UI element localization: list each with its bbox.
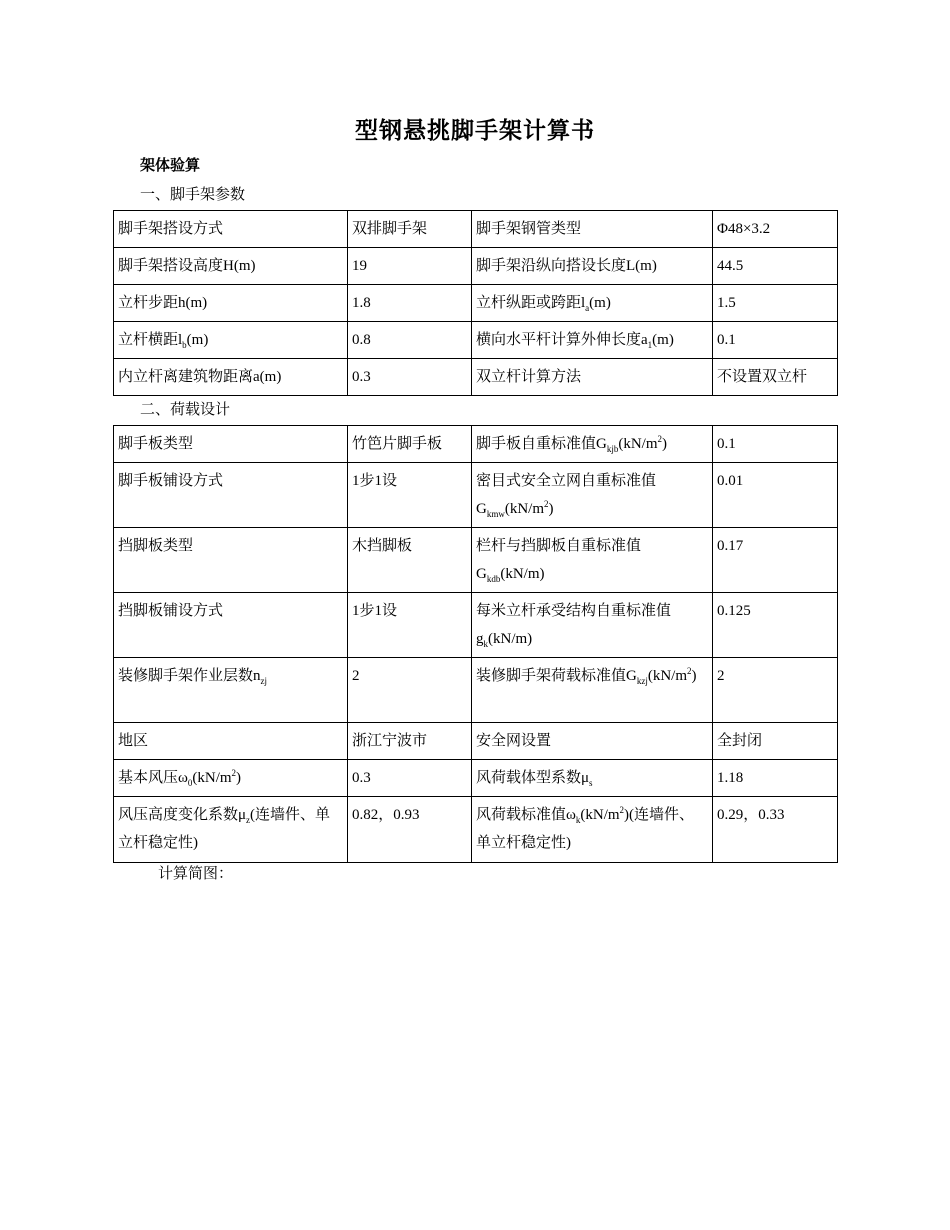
param-value: 1.8 bbox=[348, 285, 472, 322]
label-unit-end: ) bbox=[662, 436, 668, 452]
section-heading: 架体验算 bbox=[140, 158, 201, 174]
label-text: 栏杆与挡脚板自重标准值G bbox=[476, 538, 642, 582]
param-value: 0.8 bbox=[348, 322, 472, 359]
label-text: 风荷载标准值ω bbox=[476, 807, 576, 823]
label-unit: (m) bbox=[589, 295, 611, 311]
param-label bbox=[472, 593, 713, 658]
param-value: 0.3 bbox=[348, 760, 472, 797]
param-value: 0.1 bbox=[713, 322, 838, 359]
label-text: 装修脚手架作业层数n bbox=[118, 668, 261, 684]
label-text: 立杆纵距或跨距l bbox=[476, 295, 586, 311]
param-value: 0.82，0.93 bbox=[348, 797, 472, 863]
subscript: 0 bbox=[187, 778, 193, 788]
subscript: kzj bbox=[636, 676, 648, 686]
scaffold-params-table bbox=[113, 210, 838, 396]
param-value: 44.5 bbox=[713, 248, 838, 285]
subscript: s bbox=[589, 778, 593, 788]
table-row bbox=[114, 528, 838, 593]
param-label: 地区 bbox=[114, 723, 348, 760]
calculation-diagram-label: 计算简图： bbox=[158, 866, 234, 882]
param-value: 不设置双立杆 bbox=[713, 359, 838, 396]
label-text: 风荷载体型系数μ bbox=[476, 770, 590, 786]
param-value: 浙江宁波市 bbox=[348, 723, 472, 760]
section-title-load-design: 二、荷载设计 bbox=[140, 402, 231, 418]
superscript: 2 bbox=[231, 768, 237, 778]
param-value: 0.1 bbox=[713, 426, 838, 463]
param-value: 1.5 bbox=[713, 285, 838, 322]
param-value: 2 bbox=[713, 658, 838, 723]
param-label: 挡脚板类型 bbox=[114, 528, 348, 593]
table-row bbox=[114, 322, 838, 359]
param-label bbox=[472, 426, 713, 463]
param-value: 双排脚手架 bbox=[348, 211, 472, 248]
subscript: kjb bbox=[606, 444, 619, 454]
label-unit: (kN/m bbox=[192, 770, 232, 786]
param-value: 0.17 bbox=[713, 528, 838, 593]
table-row bbox=[114, 248, 838, 285]
superscript: 2 bbox=[657, 434, 663, 444]
param-label: 内立杆离建筑物距离a(m) bbox=[114, 359, 348, 396]
param-value: 1.18 bbox=[713, 760, 838, 797]
param-label bbox=[472, 322, 713, 359]
label-unit: (kN/m bbox=[618, 436, 658, 452]
document-title: 型钢悬挑脚手架计算书 bbox=[355, 118, 595, 143]
param-label: 脚手板类型 bbox=[114, 426, 348, 463]
param-value: 0.01 bbox=[713, 463, 838, 528]
table-row bbox=[114, 797, 838, 863]
subscript: kmw bbox=[486, 509, 505, 519]
table-row bbox=[114, 593, 838, 658]
table-row bbox=[114, 359, 838, 396]
label-text: 每米立杆承受结构自重标准值g bbox=[476, 603, 672, 647]
label-text: 装修脚手架荷载标准值G bbox=[476, 668, 637, 684]
table-row bbox=[114, 463, 838, 528]
label-text: 立杆横距l bbox=[118, 332, 183, 348]
label-text: 脚手板自重标准值G bbox=[476, 436, 607, 452]
label-unit-end: ) bbox=[236, 770, 242, 786]
subscript: a bbox=[585, 303, 590, 313]
param-value: 0.125 bbox=[713, 593, 838, 658]
param-label bbox=[114, 797, 348, 863]
label-unit: (连墙件、单立杆稳定性) bbox=[118, 807, 331, 851]
param-label: 脚手架钢管类型 bbox=[472, 211, 713, 248]
label-text: 立杆步距h(m) bbox=[118, 295, 208, 311]
param-label bbox=[472, 797, 713, 863]
param-label bbox=[114, 760, 348, 797]
param-label bbox=[472, 463, 713, 528]
table-row bbox=[114, 426, 838, 463]
param-label bbox=[472, 658, 713, 723]
label-unit-end: )(连墙件、单立杆稳定性) bbox=[476, 807, 695, 851]
subscript: k bbox=[483, 639, 488, 649]
load-design-table bbox=[113, 425, 838, 863]
param-value: 19 bbox=[348, 248, 472, 285]
label-unit: (m) bbox=[652, 332, 674, 348]
subscript: z bbox=[246, 815, 251, 825]
label-text: 横向水平杆计算外伸长度a bbox=[476, 332, 648, 348]
label-unit: (m) bbox=[186, 332, 209, 348]
table-row bbox=[114, 285, 838, 322]
param-value: 1步1设 bbox=[348, 463, 472, 528]
label-unit-end: ) bbox=[548, 501, 554, 517]
label-text: 风压高度变化系数μ bbox=[118, 807, 247, 823]
param-value: 0.29，0.33 bbox=[713, 797, 838, 863]
param-label bbox=[114, 322, 348, 359]
param-label bbox=[114, 285, 348, 322]
label-unit: (kN/m bbox=[580, 807, 620, 823]
label-unit: (kN/m) bbox=[488, 631, 533, 647]
section-title-scaffold-params: 一、脚手架参数 bbox=[140, 187, 246, 203]
subscript: b bbox=[182, 340, 187, 350]
param-value: 木挡脚板 bbox=[348, 528, 472, 593]
param-label: 脚手板铺设方式 bbox=[114, 463, 348, 528]
param-value: 0.3 bbox=[348, 359, 472, 396]
label-unit-end: ) bbox=[691, 668, 697, 684]
superscript: 2 bbox=[619, 805, 625, 815]
label-unit: (kN/m) bbox=[500, 566, 545, 582]
param-label: 挡脚板铺设方式 bbox=[114, 593, 348, 658]
param-value: 全封闭 bbox=[713, 723, 838, 760]
param-value: 竹笆片脚手板 bbox=[348, 426, 472, 463]
param-value: 2 bbox=[348, 658, 472, 723]
param-label bbox=[472, 285, 713, 322]
param-label: 双立杆计算方法 bbox=[472, 359, 713, 396]
table-row bbox=[114, 723, 838, 760]
label-unit: (kN/m bbox=[504, 501, 545, 517]
param-label: 脚手架搭设方式 bbox=[114, 211, 348, 248]
param-label: 安全网设置 bbox=[472, 723, 713, 760]
table-row bbox=[114, 760, 838, 797]
param-value: Φ48×3.2 bbox=[713, 211, 838, 248]
superscript: 2 bbox=[687, 666, 692, 676]
param-label: 脚手架搭设高度H(m) bbox=[114, 248, 348, 285]
label-text: 密目式安全立网自重标准值G bbox=[476, 473, 657, 517]
param-label bbox=[472, 528, 713, 593]
subscript: 1 bbox=[647, 340, 653, 350]
subscript: kdb bbox=[486, 574, 501, 584]
table-row bbox=[114, 211, 838, 248]
label-text: 基本风压ω bbox=[118, 770, 188, 786]
label-unit: (kN/m bbox=[647, 668, 688, 684]
param-label bbox=[472, 760, 713, 797]
superscript: 2 bbox=[544, 499, 549, 509]
param-label bbox=[114, 658, 348, 723]
subscript: k bbox=[575, 815, 581, 825]
param-label: 脚手架沿纵向搭设长度L(m) bbox=[472, 248, 713, 285]
table-row bbox=[114, 658, 838, 723]
param-value: 1步1设 bbox=[348, 593, 472, 658]
subscript: zj bbox=[260, 676, 268, 686]
